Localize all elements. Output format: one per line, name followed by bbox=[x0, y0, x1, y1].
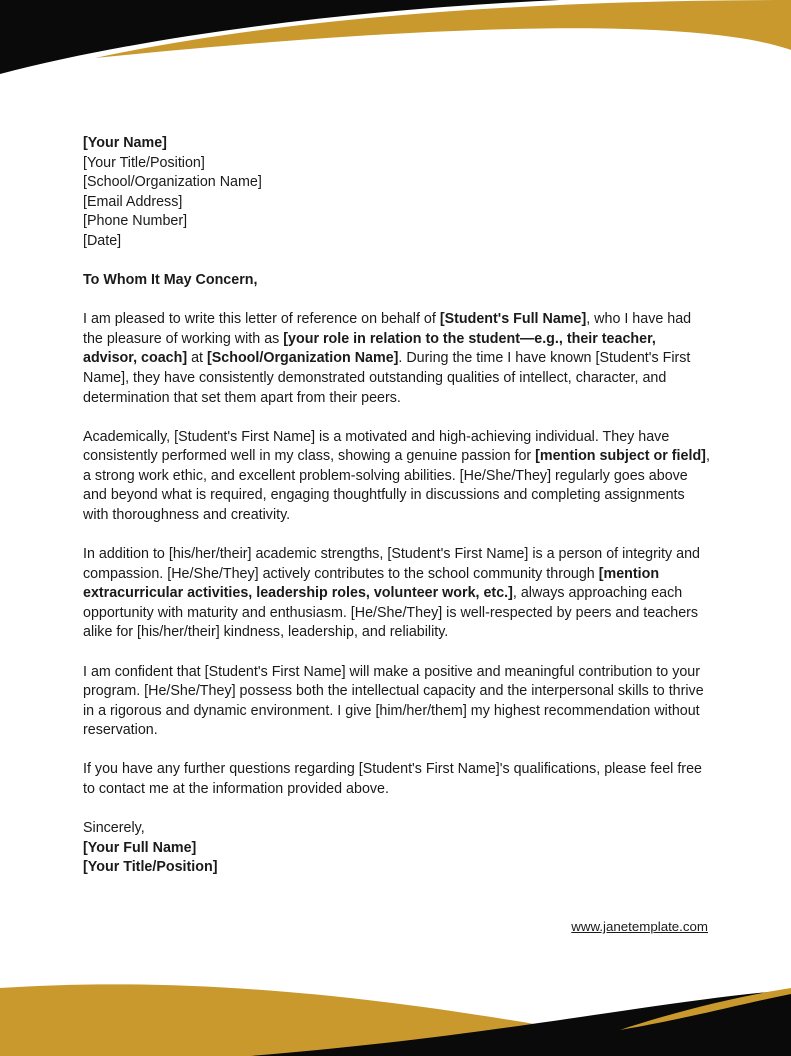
paragraph-academics bbox=[83, 428, 711, 526]
paragraph-recommendation: I am confident that [Student's First Name] will make a positive and meaningful contribution to your program. [He/She/They] possess both the intellectual capacity and the interpersonal skills to thrive in a rigorous and dynamic environment. I give [him/her/them] my highest recommendation without reservation. bbox=[83, 663, 704, 739]
student-full-name-placeholder: [Student's Full Name] bbox=[439, 311, 587, 328]
p3-text-1: In addition to [his/her/their] academic strengths, [Student's First Name] is a person of integrity and compassion. [He/She/They] actively contributes to the school community through bbox=[83, 546, 701, 582]
activities-placeholder: [mention extracurricular activities, leadership roles, volunteer work, etc.] bbox=[83, 565, 660, 602]
paragraph-contact: If you have any further questions regarding [Student's First Name]'s qualifications, please feel free to contact me at the information provided above. bbox=[83, 761, 702, 798]
p1-text-3: at bbox=[187, 350, 207, 367]
closing-block bbox=[83, 819, 711, 878]
signer-full-name: [Your Full Name] bbox=[83, 839, 197, 856]
paragraph-character bbox=[83, 545, 711, 643]
top-decorative-wave bbox=[0, 0, 791, 80]
signer-title: [Your Title/Position] bbox=[83, 859, 218, 876]
bottom-decorative-wave bbox=[0, 976, 791, 1056]
sender-organization: [School/Organization Name] bbox=[83, 174, 262, 191]
sender-name: [Your Name] bbox=[83, 135, 167, 151]
sender-block bbox=[83, 134, 711, 252]
sender-email: [Email Address] bbox=[83, 193, 183, 210]
p1-text-2: , who I have had the pleasure of working with as bbox=[83, 311, 692, 347]
organization-placeholder: [School/Organization Name] bbox=[206, 350, 399, 367]
valediction: Sincerely, bbox=[83, 820, 145, 837]
p2-text-2: , a strong work ethic, and excellent problem-solving abilities. [He/She/They] regularly goes above and beyond what is required, engaging thoughtfully in discussions and completing assignments with thoroughness and creativity. bbox=[83, 448, 710, 523]
p3-text-2: , always approaching each opportunity with maturity and enthusiasm. [He/She/They] is well-respected by peers and teachers alike for [his/her/their] kindness, leadership, and reliability. bbox=[83, 585, 699, 641]
reference-letter bbox=[83, 134, 711, 878]
p1-text-1: I am pleased to write this letter of reference on behalf of bbox=[83, 311, 440, 328]
p1-text-4: . During the time I have known [Student's First Name], they have consistently demonstrated outstanding qualities of intellect, character, and determination that set them apart from their peers. bbox=[83, 350, 691, 406]
role-placeholder: [your role in relation to the student—e.g., their teacher, advisor, coach] bbox=[83, 330, 656, 367]
salutation: To Whom It May Concern, bbox=[83, 272, 258, 289]
p2-text-1: Academically, [Student's First Name] is a motivated and high-achieving individual. They have consistently performed well in my class, showing a genuine passion for bbox=[83, 428, 670, 465]
sender-title: [Your Title/Position] bbox=[83, 154, 205, 171]
website-link[interactable]: www.janetemplate.com bbox=[571, 919, 708, 934]
letter-date: [Date] bbox=[83, 232, 122, 249]
subject-placeholder: [mention subject or field] bbox=[535, 448, 706, 465]
paragraph-introduction bbox=[83, 310, 711, 408]
sender-phone: [Phone Number] bbox=[83, 213, 188, 230]
